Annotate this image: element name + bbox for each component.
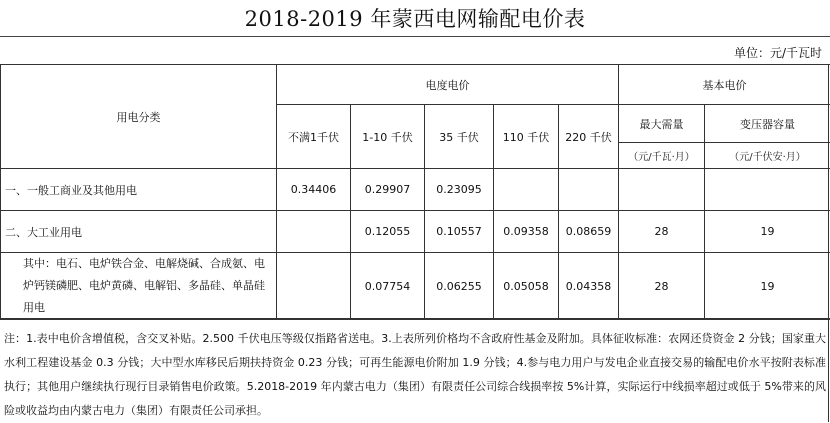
table-cell: 0.06255 — [425, 253, 494, 320]
row-label: 其中：电石、电炉铁合金、电解烧碱、合成氨、电炉钙镁磷肥、电炉黄磷、电解铝、多晶硅、单晶硅用电 — [1, 253, 277, 320]
table-cell: 19 — [705, 211, 830, 253]
table-cell: 0.08659 — [559, 211, 619, 253]
row-label: 二、大工业用电 — [1, 211, 277, 253]
header-transformer: 变压器容量 — [705, 105, 830, 143]
header-category: 用电分类 — [1, 65, 277, 169]
header-voltage: 1-10 千伏 — [351, 105, 425, 169]
header-voltage: 35 千伏 — [425, 105, 494, 169]
header-max-demand: 最大需量 — [619, 105, 705, 143]
footnote: 注：1.表中电价含增值税，含交叉补贴。2.500 千伏电压等级仅指路省送电。3.上表所列价格均不含政府性基金及附加。具体征收标准：农网还贷资金 2 分钱；国家重大水利工程建设基金 0.3 分钱；大中型水库移民后期扶持资金 0.23 分钱；可再生能源电价附加 1.9 分钱；4.参与电力用户与发电企业直接交易的输配电价水平按附表标准执行；其他用户继续执行现行目录销售电价政策。5.2018-2019 年内蒙古电力（集团）有限责任公司综合线损率按 5%计算，实际运行中线损率超过或低于 5%带来的风险或收益均由内蒙古电力（集团）有限责任公司承担。 — [0, 318, 830, 423]
table-cell: 0.12055 — [351, 211, 425, 253]
table-cell: 28 — [619, 211, 705, 253]
table-cell: 0.05058 — [494, 253, 559, 320]
header-max-demand-unit: （元/千瓦·月） — [619, 143, 705, 169]
header-voltage: 110 千伏 — [494, 105, 559, 169]
table-cell: 19 — [705, 253, 830, 320]
table-cell: 28 — [619, 253, 705, 320]
table-row — [1, 211, 830, 253]
header-voltage: 220 千伏 — [559, 105, 619, 169]
header-basic-price: 基本电价 — [619, 65, 830, 105]
title-divider — [0, 36, 830, 37]
table-cell: 0.10557 — [425, 211, 494, 253]
table-row — [1, 253, 830, 320]
row-label: 一、一般工商业及其他用电 — [1, 169, 277, 211]
table-cell: 0.04358 — [559, 253, 619, 320]
table-cell: 0.09358 — [494, 211, 559, 253]
table-cell: 0.07754 — [351, 253, 425, 320]
table-cell: 0.29907 — [351, 169, 425, 211]
tariff-table — [0, 64, 830, 320]
table-cell — [619, 169, 705, 211]
table-cell — [494, 169, 559, 211]
table-cell — [559, 169, 619, 211]
table-cell: 0.34406 — [277, 169, 351, 211]
table-cell — [277, 211, 351, 253]
header-energy-price: 电度电价 — [277, 65, 619, 105]
table-cell — [277, 253, 351, 320]
header-transformer-unit: （元/千伏安·月） — [705, 143, 830, 169]
header-voltage: 不满1千伏 — [277, 105, 351, 169]
table-cell — [705, 169, 830, 211]
unit-label: 单位：元/千瓦时 — [734, 44, 822, 61]
frame-border — [828, 64, 829, 422]
page-title: 2018-2019 年蒙西电网输配电价表 — [0, 2, 830, 36]
table-row — [1, 169, 830, 211]
table-cell: 0.23095 — [425, 169, 494, 211]
